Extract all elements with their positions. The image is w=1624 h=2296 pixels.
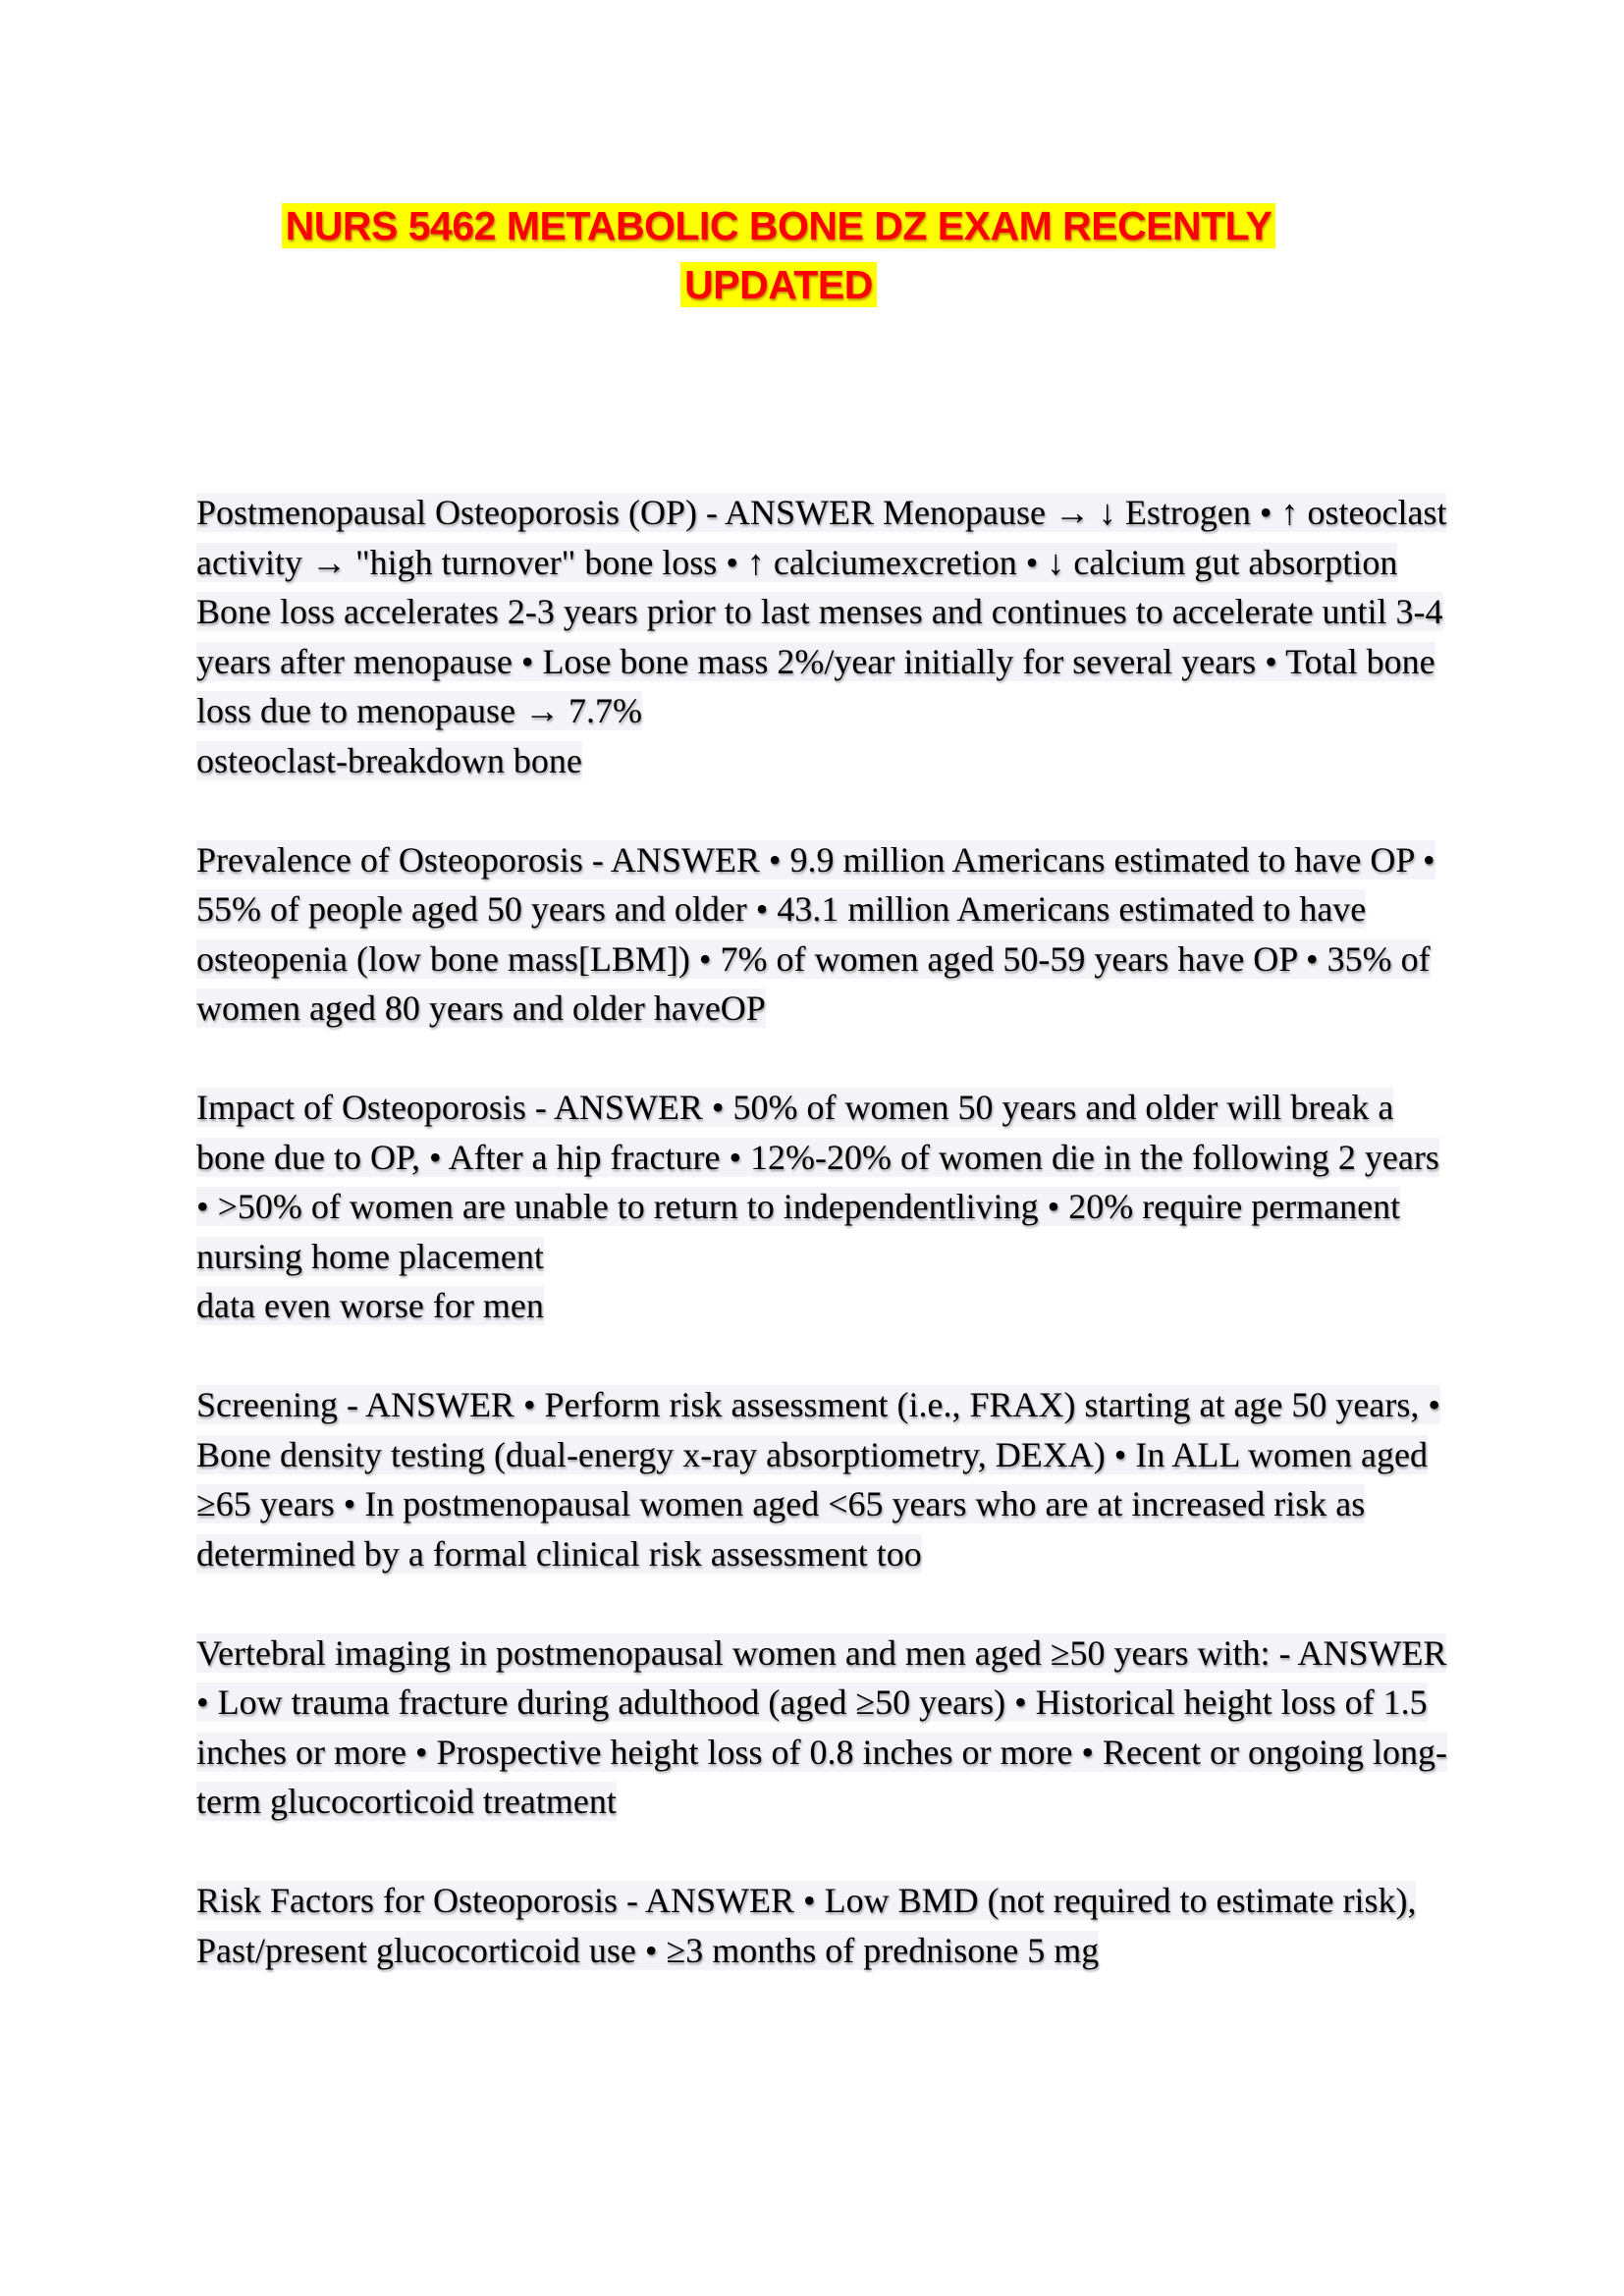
title-highlight: NURS 5462 METABOLIC BONE DZ EXAM RECENTLY: [282, 203, 1276, 248]
entry-text: Risk Factors for Osteoporosis - ANSWER • Low BMD (not required to estimate risk), Past/present glucocorticoid use • ≥3 months of prednisone 5 mg: [196, 1881, 1417, 1970]
entry-text: Prevalence of Osteoporosis - ANSWER • 9.9 million Americans estimated to have OP • 55% of people aged 50 years and older • 43.1 million Americans estimated to have osteopenia (low bone mass[LBM]) • 7% of women aged 50-59 years have OP • 35% of women aged 80 years and older haveOP: [196, 839, 1435, 1028]
entry-text: Bone loss accelerates 2-3 years prior to last menses and continues to accelerate until 3-4 years after menopause • Lose bone mass 2%/year initially for several years • Total bone loss due to menopause → 7.7%: [196, 592, 1443, 730]
document-body: [196, 488, 1453, 2025]
entry-vertebral-imaging: [196, 1629, 1453, 1827]
document-title: [0, 196, 1557, 314]
entry-prevalence: [196, 835, 1453, 1034]
entry-screening: [196, 1380, 1453, 1578]
title-line-2: [0, 255, 1557, 314]
title-highlight: UPDATED: [680, 262, 877, 307]
entry-risk-factors: [196, 1876, 1453, 1975]
entry-text: Impact of Osteoporosis - ANSWER • 50% of women 50 years and older will break a bone due to OP, • After a hip fracture • 12%-20% of women die in the following 2 years • >50% of women are unable to return to independentliving • 20% require permanent nursing home placement: [196, 1088, 1439, 1276]
entry-note: osteoclast-breakdown bone: [196, 740, 582, 780]
entry-text: Postmenopausal Osteoporosis (OP) - ANSWER Menopause → ↓ Estrogen • ↑ osteoclast activity → "high turnover" bone loss • ↑ calciumexcretion • ↓ calcium gut absorption: [196, 493, 1447, 582]
entry-text: Screening - ANSWER • Perform risk assessment (i.e., FRAX) starting at age 50 years, • Bone density testing (dual-energy x-ray absorptiometry, DEXA) • In ALL women aged ≥65 years • In postmenopausal women aged <65 years who are at increased risk as determined by a formal clinical risk assessment too: [196, 1385, 1440, 1574]
entry-postmenopausal-osteoporosis: [196, 488, 1453, 785]
entry-text: Vertebral imaging in postmenopausal women and men aged ≥50 years with: - ANSWER • Low trauma fracture during adulthood (aged ≥50 years) • Historical height loss of 1.5 inches or more • Prospective height loss of 0.8 inches or more • Recent or ongoing long-term glucocorticoid treatment: [196, 1632, 1447, 1821]
entry-impact: [196, 1083, 1453, 1331]
entry-note: data even worse for men: [196, 1286, 544, 1325]
title-line-1: [0, 196, 1557, 255]
